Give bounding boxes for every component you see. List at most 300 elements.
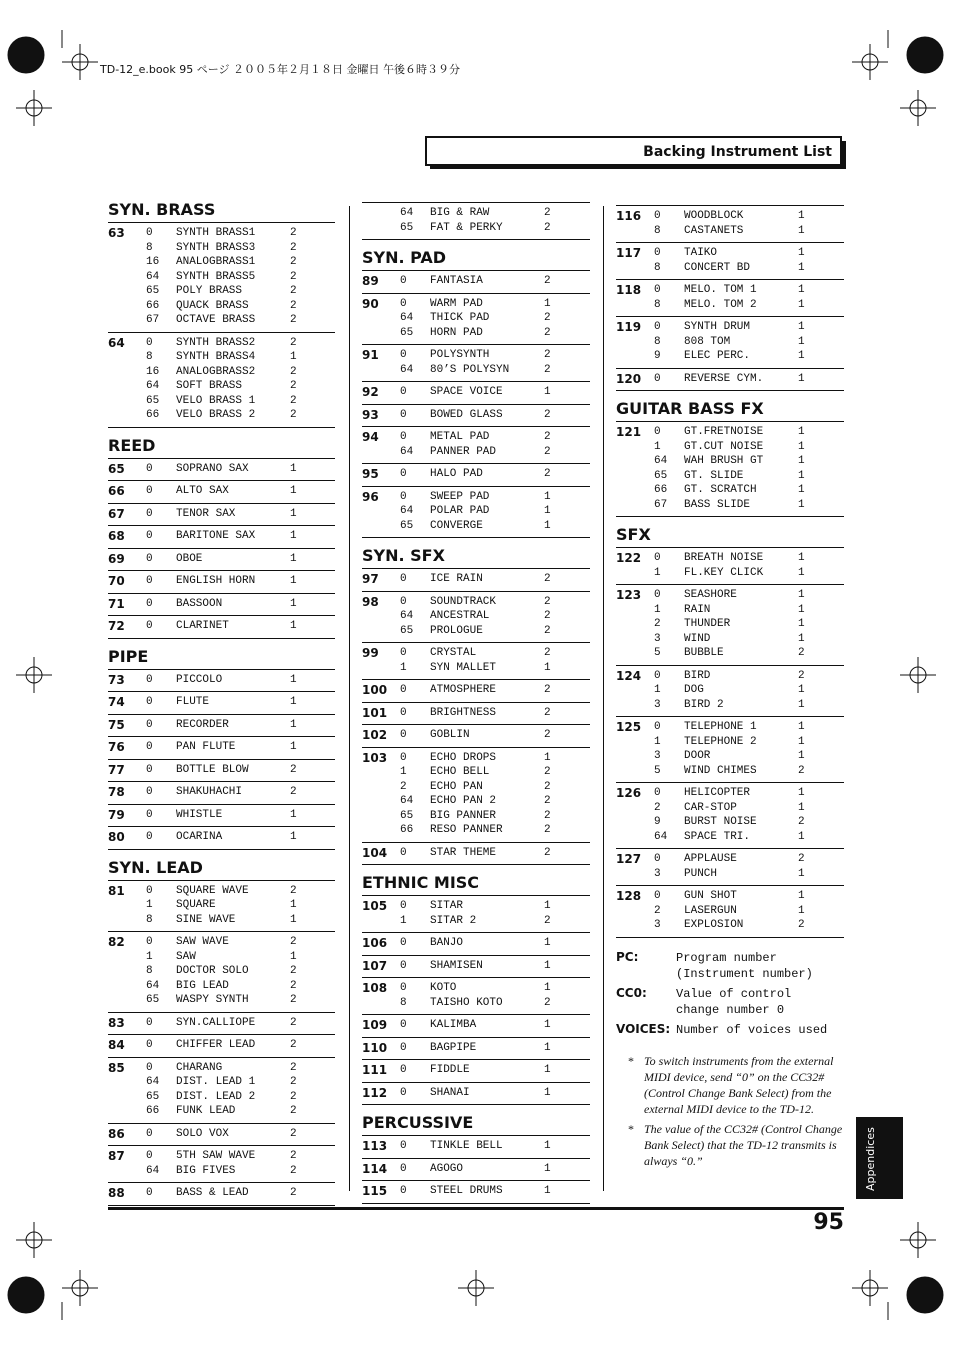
voices-value: 2	[290, 409, 297, 421]
cc0-value: 1	[400, 766, 407, 778]
cc0-value: 0	[654, 426, 661, 438]
cc0-value: 0	[654, 284, 661, 296]
instrument-group	[362, 271, 590, 294]
instrument-row	[616, 683, 844, 698]
voices-value: 2	[544, 610, 551, 622]
cc0-value: 16	[146, 365, 160, 378]
instrument-group	[616, 369, 844, 392]
voices-value: 2	[544, 996, 551, 1009]
cc0-value: 67	[146, 314, 160, 326]
program-number: 109	[362, 1018, 388, 1032]
instrument-row	[108, 284, 335, 299]
instrument-name: SYNTH BRASS2	[176, 336, 256, 349]
voices-value: 1	[798, 801, 805, 814]
voices-value: 1	[798, 210, 805, 222]
instrument-row	[616, 440, 844, 455]
cc0-value: 64	[146, 270, 160, 283]
instrument-name: SYNTH BRASS5	[176, 270, 256, 283]
instrument-group	[362, 933, 590, 956]
cc0-value: 0	[654, 853, 661, 865]
instrument-row	[108, 1186, 335, 1201]
voices-value: 2	[544, 408, 551, 421]
cc0-value: 9	[654, 816, 661, 828]
cc0-value: 0	[654, 721, 661, 733]
instrument-row	[108, 1016, 335, 1031]
instrument-row	[108, 365, 335, 380]
program-number	[616, 349, 654, 364]
instrument-name: CHARANG	[176, 1061, 223, 1074]
cc0-value: 0	[146, 575, 153, 587]
cc0-value: 8	[146, 241, 153, 254]
cc0-value: 1	[400, 914, 407, 927]
instrument-group	[108, 1183, 335, 1206]
cc0-value: 65	[146, 394, 160, 407]
voices-value: 2	[798, 919, 805, 931]
voices-value: 2	[544, 766, 551, 778]
instrument-row	[108, 529, 335, 544]
instrument-name: BOTTLE BLOW	[176, 763, 249, 776]
program-number: 95	[362, 467, 379, 481]
instrument-name: GUN SHOT	[684, 890, 737, 902]
instrument-row	[616, 498, 844, 513]
instrument-row	[616, 209, 844, 224]
program-number: 99	[362, 646, 379, 660]
instrument-row	[362, 661, 590, 676]
instrument-row	[616, 261, 844, 276]
instrument-group	[108, 737, 335, 760]
program-number: 128	[616, 889, 642, 903]
cc0-value: 64	[146, 1164, 160, 1177]
program-number: 101	[362, 705, 388, 720]
instrument-group	[362, 569, 590, 592]
program-number: 102	[362, 728, 388, 742]
cc0-value: 0	[146, 227, 153, 239]
instrument-row	[362, 794, 590, 809]
voices-value: 2	[544, 445, 551, 458]
cc0-value: 0	[400, 1140, 407, 1152]
program-number: 89	[362, 274, 379, 288]
instrument-row	[362, 385, 590, 400]
cc0-value: 0	[654, 669, 661, 682]
cc0-value: 8	[146, 351, 153, 363]
voices-value: 1	[544, 519, 551, 532]
legend-value: Number of voices used	[676, 1023, 828, 1037]
instrument-name: SINE WAVE	[176, 913, 236, 926]
program-number	[108, 241, 146, 256]
program-number	[362, 996, 400, 1011]
instrument-name: SQUARE WAVE	[176, 884, 249, 897]
voices-value: 2	[544, 275, 551, 287]
program-number	[616, 646, 654, 661]
voices-value: 2	[544, 914, 551, 927]
instrument-name: BARITONE SAX	[176, 530, 256, 542]
voices-value: 2	[798, 764, 805, 777]
instrument-row	[362, 846, 590, 861]
instrument-group	[362, 643, 590, 680]
voices-value: 1	[544, 505, 551, 517]
cc0-value: 8	[400, 996, 407, 1009]
cc0-value: 8	[654, 335, 661, 348]
voices-value: 1	[290, 741, 297, 753]
cc0-value: 0	[400, 1064, 407, 1076]
instrument-row	[362, 981, 590, 996]
instrument-name: SOUNDTRACK	[430, 595, 497, 608]
legend-row	[616, 986, 844, 1018]
program-number	[362, 823, 400, 838]
instrument-row	[616, 815, 844, 830]
instrument-row	[616, 801, 844, 816]
instrument-row	[616, 588, 844, 603]
program-number	[362, 206, 400, 221]
cc0-value: 64	[400, 363, 414, 376]
cc0-value: 0	[400, 1162, 407, 1175]
instrument-group	[108, 1058, 335, 1124]
instrument-group	[108, 333, 335, 428]
instrument-row	[108, 1038, 335, 1053]
cc0-value: 3	[654, 867, 661, 880]
instrument-group	[362, 592, 590, 644]
program-number	[616, 735, 654, 750]
program-number	[362, 624, 400, 639]
instrument-row	[108, 255, 335, 270]
column-1	[108, 200, 335, 1206]
cc0-value: 0	[146, 718, 153, 731]
footer-rule	[108, 1207, 844, 1210]
cc0-value: 65	[400, 221, 414, 234]
program-number: 65	[108, 461, 125, 476]
program-number	[108, 365, 146, 380]
program-number: 81	[108, 883, 125, 898]
instrument-row	[362, 609, 590, 624]
cc0-value: 66	[146, 299, 160, 312]
voices-value: 2	[544, 624, 551, 637]
instrument-row	[108, 935, 335, 950]
instrument-name: KALIMBA	[430, 1019, 477, 1031]
voices-value: 1	[798, 498, 805, 511]
instrument-row	[362, 765, 590, 780]
cc0-value: 0	[146, 808, 153, 821]
instrument-name: OCARINA	[176, 831, 223, 843]
voices-value: 1	[290, 808, 297, 821]
cc0-value: 1	[146, 899, 153, 911]
voices-value: 1	[290, 530, 297, 542]
voices-value: 2	[544, 312, 551, 324]
instrument-name: ICE RAIN	[430, 573, 483, 585]
instrument-name: BIG LEAD	[176, 979, 229, 992]
instrument-row	[362, 297, 590, 312]
instrument-name: SPACE VOICE	[430, 386, 503, 398]
instrument-name: PAN FLUTE	[176, 741, 236, 753]
program-number	[616, 469, 654, 484]
instrument-group	[616, 280, 844, 317]
voices-value: 1	[798, 247, 805, 259]
instrument-row	[362, 1018, 590, 1033]
program-number: 117	[616, 246, 642, 260]
cc0-value: 0	[146, 620, 153, 632]
instrument-name: POLY BRASS	[176, 285, 243, 297]
legend-row	[616, 950, 844, 982]
program-number: 73	[108, 672, 125, 687]
voices-value: 1	[798, 830, 805, 843]
program-number: 127	[616, 852, 642, 866]
instrument-name: KOTO	[430, 982, 457, 994]
cc0-value: 0	[654, 210, 661, 222]
instrument-row	[616, 483, 844, 498]
voices-value: 1	[798, 867, 805, 880]
category-heading: SFX	[616, 525, 844, 548]
voices-value: 2	[290, 1150, 297, 1162]
instrument-name: EXPLOSION	[684, 919, 744, 931]
instrument-name: LASERGUN	[684, 904, 737, 917]
instrument-row	[108, 336, 335, 351]
voices-value: 2	[544, 846, 551, 859]
voices-value: 1	[544, 751, 551, 764]
instrument-group	[362, 725, 590, 748]
program-number: 93	[362, 407, 379, 422]
instrument-name: BASS SLIDE	[684, 498, 751, 511]
instrument-name: SAW WAVE	[176, 936, 229, 948]
cc0-value: 0	[654, 321, 661, 333]
cc0-value: 5	[654, 764, 661, 777]
instrument-group	[362, 1159, 590, 1182]
instrument-name: VELO BRASS 2	[176, 409, 256, 421]
voices-value: 1	[798, 890, 805, 902]
instrument-row	[362, 445, 590, 460]
instrument-group	[108, 932, 335, 1013]
voices-value: 2	[544, 207, 551, 219]
voices-value: 1	[544, 1041, 551, 1054]
program-number: 108	[362, 981, 388, 995]
program-number	[362, 794, 400, 809]
voices-value: 2	[290, 270, 297, 283]
program-number: 80	[108, 830, 125, 844]
voices-value: 2	[290, 256, 297, 268]
instrument-name: REVERSE CYM.	[684, 372, 764, 385]
program-number: 92	[362, 385, 379, 399]
program-number	[616, 483, 654, 498]
voices-value: 2	[290, 994, 297, 1006]
cc0-value: 0	[400, 408, 407, 421]
program-number: 113	[362, 1139, 388, 1153]
instrument-name: ALTO SAX	[176, 485, 229, 497]
cc0-value: 0	[400, 1185, 407, 1197]
cc0-value: 0	[146, 530, 153, 542]
voices-value: 2	[290, 1187, 297, 1199]
voices-value: 1	[798, 484, 805, 496]
program-number: 121	[616, 425, 642, 439]
program-number	[362, 809, 400, 824]
voices-value: 2	[544, 780, 551, 793]
category-heading: SYN. BRASS	[108, 200, 335, 223]
cc0-value: 65	[400, 519, 414, 532]
voices-value: 2	[290, 227, 297, 239]
instrument-row	[362, 728, 590, 743]
side-tab-label: Appendices	[864, 1127, 877, 1191]
instrument-row	[616, 551, 844, 566]
cc0-value: 0	[146, 1150, 153, 1162]
instrument-row	[362, 751, 590, 766]
cc0-value: 64	[146, 380, 160, 392]
legend	[616, 950, 844, 1042]
instrument-row	[616, 786, 844, 801]
program-number: 106	[362, 936, 388, 950]
program-number	[362, 661, 400, 676]
voices-value: 2	[290, 314, 297, 326]
instrument-name: PUNCH	[684, 867, 718, 880]
voices-value: 1	[544, 1185, 551, 1197]
cc0-value: 0	[146, 936, 153, 948]
voices-value: 2	[544, 647, 551, 659]
program-number: 97	[362, 572, 379, 586]
instrument-group	[362, 843, 590, 866]
instrument-name: CAR-STOP	[684, 801, 737, 814]
cc0-value: 66	[146, 409, 160, 421]
cc0-value: 8	[654, 224, 661, 237]
program-number	[616, 617, 654, 632]
program-number: 82	[108, 935, 125, 949]
note	[628, 1053, 844, 1117]
cc0-value: 2	[654, 801, 661, 814]
instrument-group	[108, 616, 335, 639]
instrument-name: BIRD	[684, 669, 711, 682]
program-number	[108, 408, 146, 423]
cc0-value: 64	[146, 1076, 160, 1088]
category-heading: REED	[108, 436, 335, 459]
instrument-row	[108, 241, 335, 256]
program-number: 110	[362, 1040, 388, 1055]
instrument-name: 808 TOM	[684, 335, 731, 348]
cc0-value: 0	[146, 462, 153, 475]
instrument-row	[362, 706, 590, 721]
program-number	[616, 683, 654, 698]
program-number	[108, 1104, 146, 1119]
cc0-value: 2	[400, 780, 407, 793]
instrument-name: ANCESTRAL	[430, 610, 490, 622]
instrument-row	[108, 408, 335, 423]
cc0-value: 0	[146, 1187, 153, 1199]
voices-value: 2	[290, 394, 297, 407]
instrument-group	[108, 1146, 335, 1183]
instrument-name: BOWED GLASS	[430, 408, 503, 421]
instrument-group	[108, 715, 335, 738]
voices-value: 1	[544, 982, 551, 994]
instrument-name: FL.KEY CLICK	[684, 566, 764, 579]
voices-value: 2	[798, 647, 805, 659]
voices-value: 1	[798, 321, 805, 333]
program-number	[616, 830, 654, 845]
voices-value: 2	[544, 326, 551, 339]
program-number: 79	[108, 807, 125, 822]
program-number	[108, 979, 146, 994]
instrument-row	[108, 1061, 335, 1076]
cc0-value: 0	[146, 1127, 153, 1140]
instrument-group	[616, 585, 844, 666]
legend-key: CC0:	[616, 986, 647, 1000]
category-heading: SYN. PAD	[362, 248, 590, 271]
instrument-name: ECHO BELL	[430, 766, 490, 778]
instrument-group	[362, 896, 590, 933]
voices-value: 1	[544, 1140, 551, 1152]
program-number	[616, 224, 654, 239]
cc0-value: 3	[654, 750, 661, 762]
instrument-name: BREATH NOISE	[684, 552, 764, 564]
instrument-row	[616, 735, 844, 750]
cc0-value: 0	[146, 336, 153, 349]
cc0-value: 0	[654, 787, 661, 799]
instrument-row	[108, 597, 335, 612]
legend-row	[616, 1022, 844, 1038]
cc0-value: 0	[400, 573, 407, 585]
cc0-value: 0	[146, 1061, 153, 1074]
cc0-value: 64	[400, 312, 414, 324]
program-number: 120	[616, 371, 642, 386]
voices-value: 1	[290, 485, 297, 497]
program-number: 70	[108, 574, 125, 588]
instrument-row	[362, 809, 590, 824]
program-number	[616, 698, 654, 713]
instrument-name: BRIGHTNESS	[430, 706, 497, 719]
program-number: 107	[362, 958, 388, 973]
voices-value: 1	[798, 618, 805, 630]
cc0-value: 65	[146, 994, 160, 1006]
cc0-value: 0	[146, 763, 153, 776]
cc0-value: 3	[654, 632, 661, 645]
cc0-value: 0	[400, 647, 407, 659]
cc0-value: 64	[654, 455, 668, 467]
instrument-group	[108, 1124, 335, 1147]
program-number	[616, 335, 654, 350]
voices-value: 1	[290, 899, 297, 911]
instrument-row	[362, 780, 590, 795]
instrument-group	[362, 956, 590, 979]
instrument-row	[362, 683, 590, 698]
instrument-row	[616, 603, 844, 618]
instrument-group	[616, 243, 844, 280]
cc0-value: 5	[654, 647, 661, 659]
instrument-row	[616, 335, 844, 350]
voices-value: 1	[798, 750, 805, 762]
instrument-row	[108, 299, 335, 314]
instrument-group	[108, 670, 335, 693]
cc0-value: 65	[146, 1090, 160, 1103]
program-number	[362, 609, 400, 624]
instrument-row	[108, 950, 335, 965]
instrument-row	[362, 936, 590, 951]
instrument-group	[108, 1013, 335, 1036]
cc0-value: 0	[400, 982, 407, 994]
voices-value: 2	[290, 299, 297, 312]
cc0-value: 0	[654, 890, 661, 902]
instrument-name: CONVERGE	[430, 519, 483, 532]
instrument-group	[108, 1035, 335, 1058]
voices-value: 2	[290, 1039, 297, 1051]
instrument-name: GT.CUT NOISE	[684, 440, 764, 453]
cc0-value: 0	[146, 696, 153, 708]
instrument-name: FAT & PERKY	[430, 221, 503, 234]
instrument-group	[362, 1015, 590, 1038]
instrument-group	[108, 805, 335, 828]
instrument-name: 5TH SAW WAVE	[176, 1150, 256, 1162]
instrument-name: HORN PAD	[430, 326, 483, 339]
program-number: 64	[108, 335, 125, 350]
instrument-group	[362, 1181, 590, 1204]
instrument-name: SPACE TRI.	[684, 830, 751, 843]
voices-value: 1	[290, 950, 297, 963]
cc0-value: 0	[400, 1019, 407, 1031]
voices-value: 2	[290, 786, 297, 798]
instrument-name: WARM PAD	[430, 297, 483, 310]
instrument-name: ECHO PAN	[430, 780, 483, 793]
